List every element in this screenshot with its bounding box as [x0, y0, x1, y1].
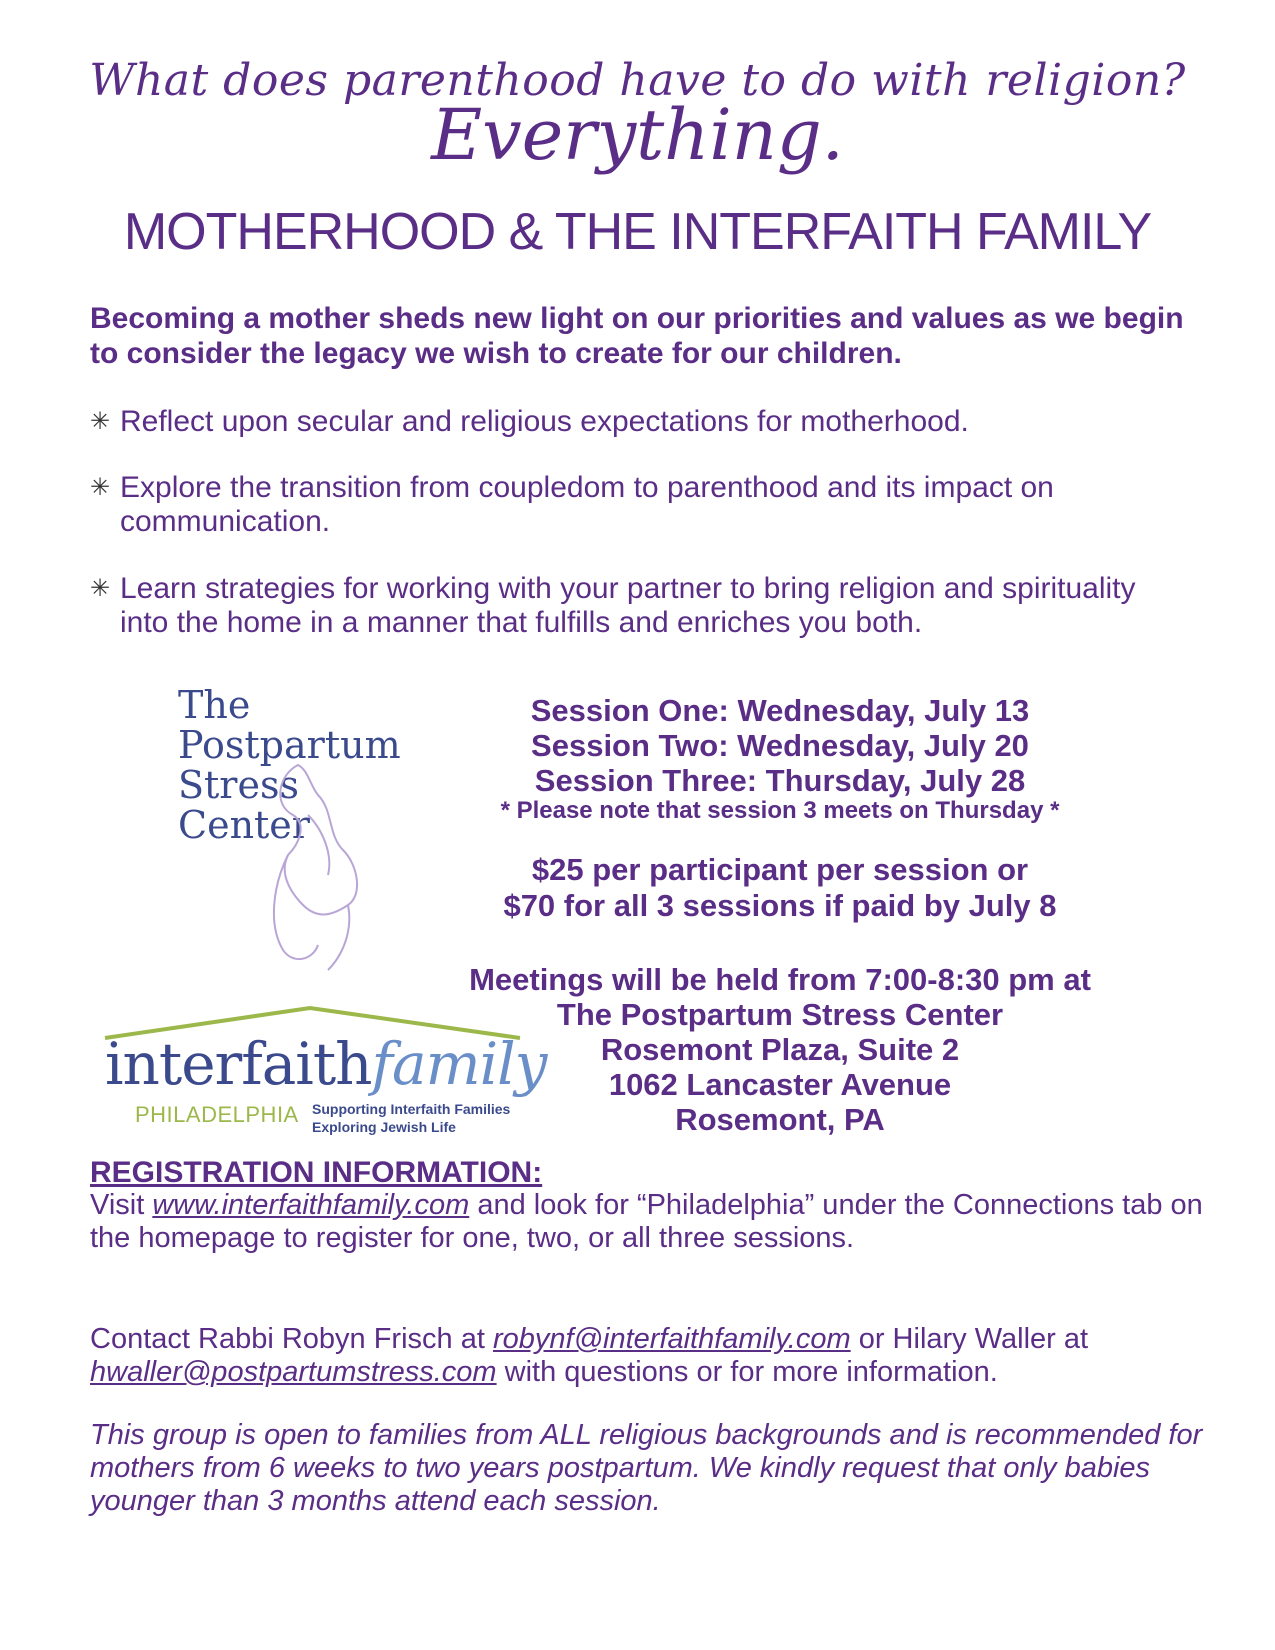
contact-text: with questions or for more information.	[504, 1356, 998, 1388]
bullet-item	[90, 471, 1190, 539]
location-line: Rosemont Plaza, Suite 2	[600, 1032, 960, 1067]
registration-heading: REGISTRATION INFORMATION:	[90, 1156, 543, 1189]
session-list	[420, 693, 1140, 798]
ifc-tagline-2: Exploring Jewish Life	[312, 1119, 456, 1135]
location-line: Rosemont, PA	[675, 1102, 885, 1137]
session-item: Session One: Wednesday, July 13	[530, 693, 1030, 728]
page-title: MOTHERHOOD & THE INTERFAITH FAMILY	[123, 203, 1152, 261]
registration-text: and look for “Philadelphia” under the Connections tab on the homepage to register for one, two, or all three sessions.	[90, 1189, 1203, 1254]
asterisk-icon: ✳	[90, 474, 111, 501]
email-link-robyn[interactable]: robynf@interfaithfamily.com	[492, 1323, 851, 1355]
visit-text: Visit	[90, 1189, 145, 1221]
location-line: The Postpartum Stress Center	[556, 997, 1004, 1032]
psc-line: Stress	[178, 763, 299, 807]
pricing-line: $25 per participant per session or	[531, 852, 1029, 887]
registration-body	[90, 1189, 1210, 1255]
asterisk-icon: ✳	[90, 575, 111, 602]
location-line: Meetings will be held from 7:00-8:30 pm at	[469, 962, 1091, 997]
bullet-text: Learn strategies for working with your partner to bring religion and spirituality into the home in a manner that fulfills and enriches you both.	[120, 572, 1136, 639]
asterisk-icon: ✳	[90, 408, 111, 435]
ifc-city: PHILADELPHIA	[135, 1102, 299, 1127]
headline-everything: Everything.	[431, 94, 844, 176]
ifc-word-interfaith: interfaith	[105, 1030, 372, 1098]
mother-figure-icon	[238, 755, 398, 985]
website-link[interactable]: www.interfaithfamily.com	[152, 1189, 470, 1221]
pricing	[420, 852, 1140, 924]
email-link-hilary[interactable]: hwaller@postpartumstress.com	[90, 1356, 497, 1388]
postpartum-stress-center-logo	[178, 683, 401, 985]
session-note: * Please note that session 3 meets on Thursday *	[500, 797, 1060, 824]
bullet-item	[90, 572, 1190, 640]
contact-paragraph	[90, 1323, 1210, 1389]
location	[420, 962, 1140, 1137]
closing-note: This group is open to families from ALL religious backgrounds and is recommended for mothers from 6 weeks to two years postpartum. We kindly request that only babies younger than 3 months attend each session.	[90, 1419, 1203, 1517]
location-line: 1062 Lancaster Avenue	[608, 1067, 952, 1102]
session-item: Session Two: Wednesday, July 20	[531, 728, 1029, 763]
bullet-item	[90, 405, 1190, 439]
bullet-text: Reflect upon secular and religious expectations for motherhood.	[120, 405, 969, 438]
ifc-tagline-1: Supporting Interfaith Families	[312, 1101, 511, 1117]
contact-text: Contact Rabbi Robyn Frisch at	[90, 1323, 485, 1355]
psc-line: Center	[178, 803, 310, 847]
bullet-text: Explore the transition from coupledom to parenthood and its impact on communication.	[120, 471, 1054, 538]
ifc-word-family: family	[371, 1030, 547, 1098]
pricing-line: $70 for all 3 sessions if paid by July 8	[503, 888, 1057, 923]
psc-line: Postpartum	[178, 723, 401, 767]
session-item: Session Three: Thursday, July 28	[534, 763, 1026, 798]
contact-text: or Hilary Waller at	[858, 1323, 1089, 1355]
intro-paragraph: Becoming a mother sheds new light on our priorities and values as we begin to consider the legacy we wish to create for our children.	[90, 302, 1184, 370]
tagline: What does parenthood have to do with religion?	[89, 55, 1186, 106]
psc-line: The	[178, 683, 251, 727]
